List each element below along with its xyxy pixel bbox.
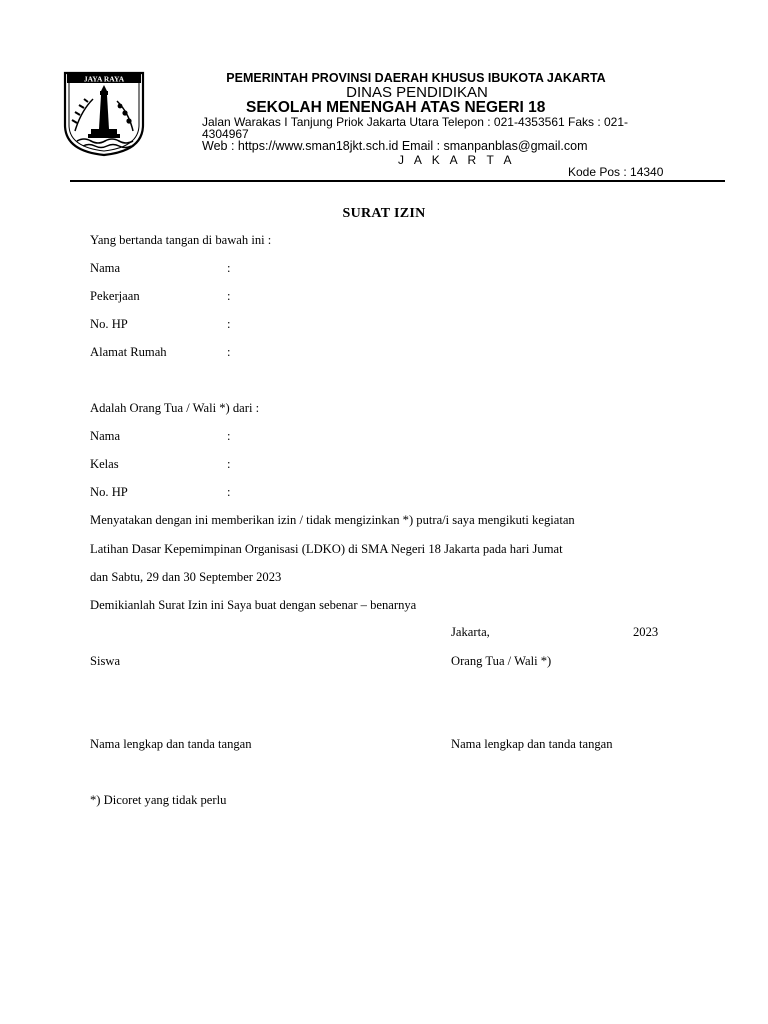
relation-text: Adalah Orang Tua / Wali *) dari : <box>90 401 260 415</box>
postal-code: Kode Pos : 14340 <box>568 165 664 179</box>
signature-caption-parent: Nama lengkap dan tanda tangan <box>451 737 613 751</box>
field-separator: : <box>227 457 231 471</box>
school-city: J A K A R T A <box>398 153 516 167</box>
field-separator: : <box>227 289 231 303</box>
intro-text: Yang bertanda tangan di bawah ini : <box>90 233 272 247</box>
signature-caption-student: Nama lengkap dan tanda tangan <box>90 737 252 751</box>
field-separator: : <box>227 429 231 443</box>
statement-line: Latihan Dasar Kepemimpinan Organisasi (LDKO) di SMA Negeri 18 Jakarta pada hari Jumat <box>90 542 563 556</box>
government-name: PEMERINTAH PROVINSI DAERAH KHUSUS IBUKOTA JAKARTA <box>226 71 606 85</box>
closing-text: Demikianlah Surat Izin ini Saya buat dengan sebenar – benarnya <box>90 598 417 612</box>
place-text: Jakarta, <box>451 625 490 639</box>
year-text: 2023 <box>633 625 659 639</box>
school-address: Jalan Warakas I Tanjung Priok Jakarta Utara Telepon : 021-4353561 Faks : 021-4304967 <box>202 115 629 141</box>
school-name: SEKOLAH MENENGAH ATAS NEGERI 18 <box>246 99 546 116</box>
emblem-text: JAYA RAYA <box>83 74 125 84</box>
field-separator: : <box>227 345 231 359</box>
field-separator: : <box>227 317 231 331</box>
footnote: *) Dicoret yang tidak perlu <box>90 793 227 807</box>
student-name-label: Nama <box>90 429 121 443</box>
parent-address-label: Alamat Rumah <box>90 345 167 359</box>
field-separator: : <box>227 261 231 275</box>
statement-line: Menyatakan dengan ini memberikan izin / tidak mengizinkan *) putra/i saya mengikuti kegiatan <box>90 513 575 527</box>
signer-parent: Orang Tua / Wali *) <box>451 654 552 668</box>
parent-phone-label: No. HP <box>90 317 128 331</box>
statement-line: dan Sabtu, 29 dan 30 September 2023 <box>90 570 282 584</box>
field-separator: : <box>227 485 231 499</box>
letter-title: SURAT IZIN <box>342 206 426 221</box>
signer-student: Siswa <box>90 654 121 668</box>
parent-occupation-label: Pekerjaan <box>90 289 140 303</box>
letterhead-divider <box>70 180 725 182</box>
school-contact: Web : https://www.sman18jkt.sch.id Email : smanpanblas@gmail.com <box>202 139 588 153</box>
parent-name-label: Nama <box>90 261 121 275</box>
student-class-label: Kelas <box>90 457 119 471</box>
department-name: DINAS PENDIDIKAN <box>346 84 488 101</box>
student-phone-label: No. HP <box>90 485 128 499</box>
